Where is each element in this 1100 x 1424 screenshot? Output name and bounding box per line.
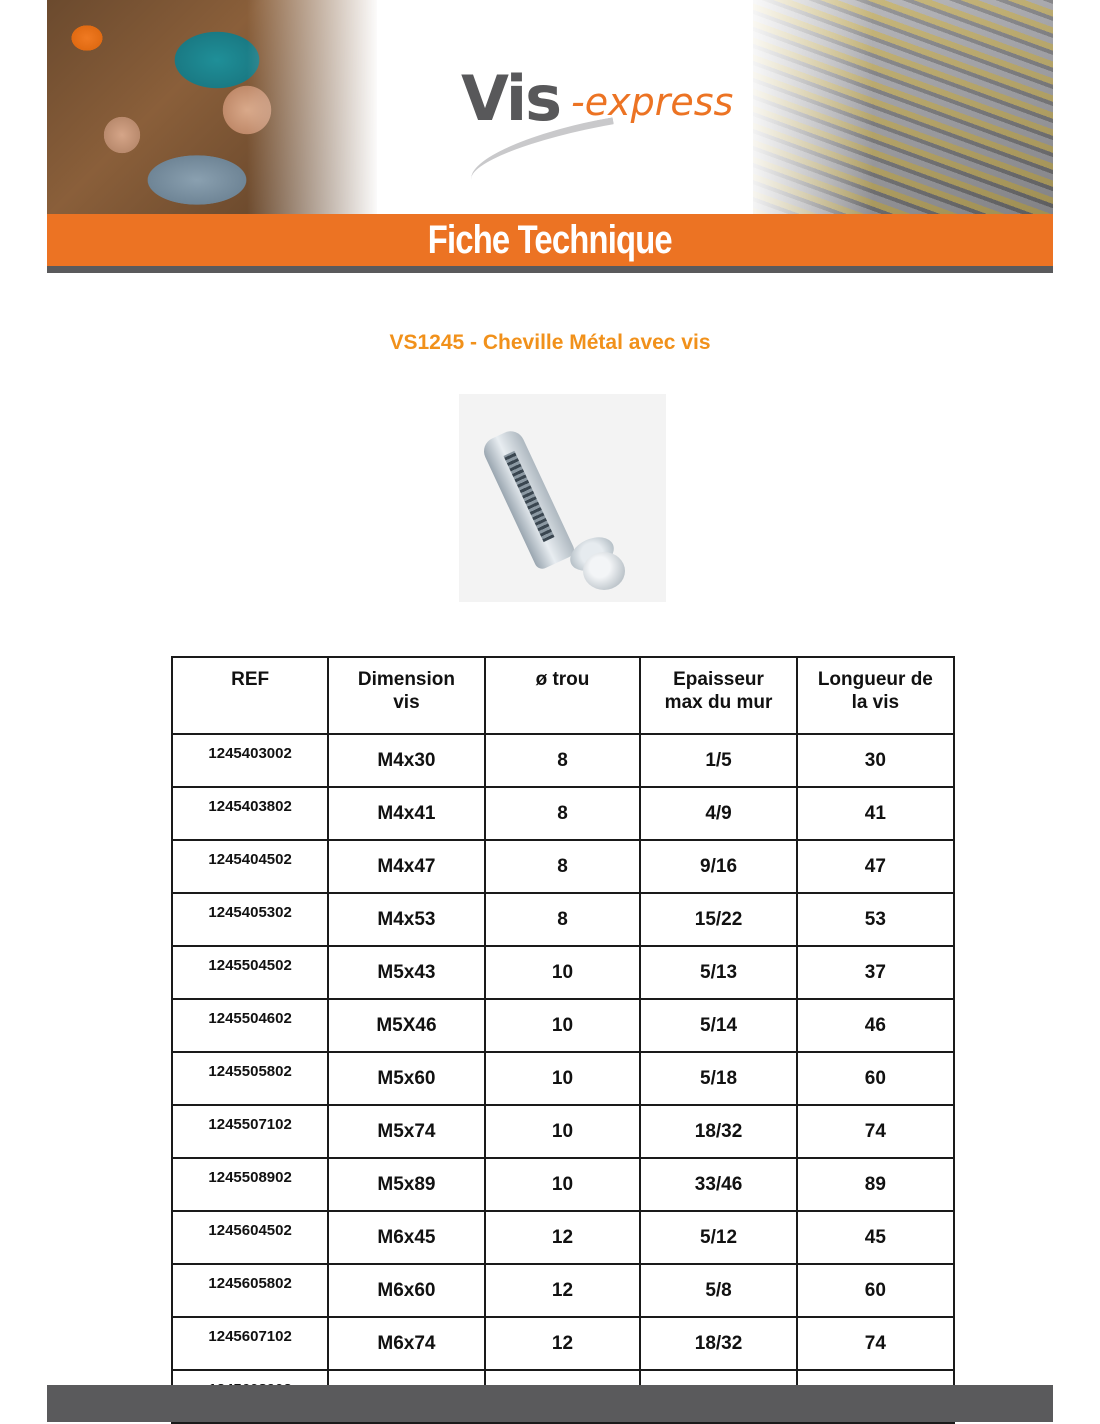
table-body (172, 734, 954, 1423)
header-label: REF (231, 669, 270, 690)
brand-logo (461, 62, 761, 162)
table-row (172, 840, 954, 893)
table-row (172, 734, 954, 787)
cell-screw-length: 89 (797, 1158, 954, 1211)
cell-wall-thickness: 5/8 (640, 1264, 796, 1317)
cell-hole-diameter: 8 (485, 840, 641, 893)
cell-wall-thickness: 18/32 (640, 1105, 796, 1158)
cell-wall-thickness: 18/32 (640, 1317, 796, 1370)
cell-hole-diameter: 8 (485, 787, 641, 840)
document-title-bar (47, 214, 1053, 266)
cell-wall-thickness: 15/22 (640, 893, 796, 946)
header-screw-length (797, 657, 954, 734)
cell-wall-thickness: 5/18 (640, 1052, 796, 1105)
cell-wall-thickness: 5/12 (640, 1211, 796, 1264)
table-row (172, 787, 954, 840)
cell-dimension: M6x45 (328, 1211, 484, 1264)
table-row (172, 1105, 954, 1158)
table-row (172, 1317, 954, 1370)
cell-dimension: M4x30 (328, 734, 484, 787)
cell-ref: 1245405302 (172, 893, 328, 946)
title-divider (47, 266, 1053, 273)
cell-hole-diameter: 10 (485, 1105, 641, 1158)
cell-ref: 1245508902 (172, 1158, 328, 1211)
cell-ref: 1245604502 (172, 1211, 328, 1264)
cell-ref: 1245404502 (172, 840, 328, 893)
header-label: max du mur (664, 692, 773, 713)
table-header-row (172, 657, 954, 734)
cell-ref: 1245403802 (172, 787, 328, 840)
specifications-table (171, 656, 955, 1424)
cell-dimension: M4x53 (328, 893, 484, 946)
cell-screw-length: 74 (797, 1317, 954, 1370)
table-row (172, 946, 954, 999)
cell-hole-diameter: 8 (485, 734, 641, 787)
cell-wall-thickness: 33/46 (640, 1158, 796, 1211)
cell-hole-diameter: 12 (485, 1264, 641, 1317)
header-hole-diameter (485, 657, 641, 734)
cell-dimension: M5x60 (328, 1052, 484, 1105)
header-ref (172, 657, 328, 734)
cell-dimension: M4x47 (328, 840, 484, 893)
cell-hole-diameter: 12 (485, 1317, 641, 1370)
cell-dimension: M6x74 (328, 1317, 484, 1370)
document-title: Fiche Technique (427, 217, 673, 262)
cell-ref: 1245403002 (172, 734, 328, 787)
cell-ref: 1245504502 (172, 946, 328, 999)
cell-screw-length: 47 (797, 840, 954, 893)
cell-wall-thickness: 4/9 (640, 787, 796, 840)
header-label: Epaisseur (673, 669, 764, 690)
cell-screw-length: 45 (797, 1211, 954, 1264)
footer-bar (47, 1385, 1053, 1422)
cell-ref: 1245504602 (172, 999, 328, 1052)
cell-screw-length: 30 (797, 734, 954, 787)
screw-head-icon (583, 552, 625, 590)
cell-hole-diameter: 10 (485, 946, 641, 999)
table-row (172, 1211, 954, 1264)
cell-dimension: M6x60 (328, 1264, 484, 1317)
cell-screw-length: 41 (797, 787, 954, 840)
cell-dimension: M5x74 (328, 1105, 484, 1158)
header-label: Longueur de (817, 669, 933, 690)
cell-screw-length: 46 (797, 999, 954, 1052)
cell-wall-thickness: 5/13 (640, 946, 796, 999)
cell-hole-diameter: 12 (485, 1211, 641, 1264)
cell-hole-diameter: 8 (485, 893, 641, 946)
cell-wall-thickness: 5/14 (640, 999, 796, 1052)
cell-screw-length: 74 (797, 1105, 954, 1158)
logo-text-express: -express (571, 80, 734, 124)
cell-hole-diameter: 10 (485, 1052, 641, 1105)
header-label: la vis (851, 692, 900, 713)
cell-screw-length: 60 (797, 1052, 954, 1105)
table-row (172, 1158, 954, 1211)
cell-wall-thickness: 1/5 (640, 734, 796, 787)
logo-text-vis: Vis (461, 62, 561, 135)
table-row (172, 1052, 954, 1105)
cell-wall-thickness: 9/16 (640, 840, 796, 893)
cell-dimension: M4x41 (328, 787, 484, 840)
cell-screw-length: 37 (797, 946, 954, 999)
cell-dimension: M5x89 (328, 1158, 484, 1211)
header-label: ø trou (535, 669, 590, 690)
table-row (172, 999, 954, 1052)
cell-screw-length: 60 (797, 1264, 954, 1317)
cell-hole-diameter: 10 (485, 999, 641, 1052)
cell-ref: 1245607102 (172, 1317, 328, 1370)
cell-ref: 1245605802 (172, 1264, 328, 1317)
product-image (459, 394, 666, 602)
header-label: Dimension (357, 669, 455, 690)
cell-ref: 1245505802 (172, 1052, 328, 1105)
product-title: VS1245 - Cheville Métal avec vis (389, 331, 711, 354)
cell-ref: 1245507102 (172, 1105, 328, 1158)
cell-screw-length: 53 (797, 893, 954, 946)
cell-dimension: M5x43 (328, 946, 484, 999)
header-label: vis (393, 692, 420, 713)
cell-hole-diameter: 10 (485, 1158, 641, 1211)
table-row (172, 893, 954, 946)
header-banner (47, 0, 1053, 214)
header-dimension (328, 657, 484, 734)
photo-fade (247, 0, 387, 214)
table-row (172, 1264, 954, 1317)
header-wall-thickness (640, 657, 796, 734)
cell-dimension: M5X46 (328, 999, 484, 1052)
